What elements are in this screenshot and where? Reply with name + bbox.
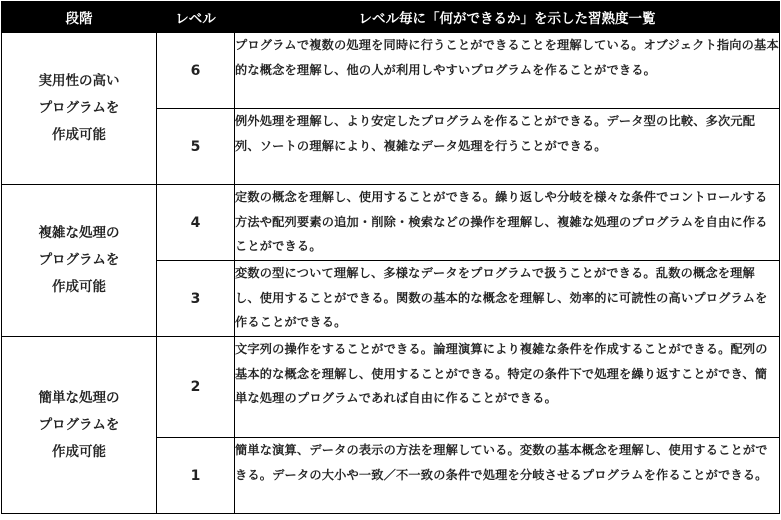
level-number: 1 (157, 438, 235, 514)
stage-cell (2, 33, 157, 185)
level-number: 3 (157, 261, 235, 337)
level-description: 例外処理を理解し、より安定したプログラムを作ることができる。データ型の比較、多次元配列、ソートの理解により、複雑なデータ処理を行うことができる。 (235, 109, 780, 185)
level-description: プログラムで複数の処理を同時に行うことができることを理解している。オブジェクト指向の基本的な概念を理解し、他の人が利用しやすいプログラムを作ることができる。 (235, 33, 780, 109)
stage-label-line: 作成可能 (52, 127, 106, 143)
level-number: 5 (157, 109, 235, 185)
stage-label-line: 実用性の高い (38, 73, 120, 89)
table-header-row (2, 2, 780, 33)
stage-label-line: 作成可能 (52, 443, 106, 460)
level-number: 2 (157, 337, 235, 438)
stage-label-line: 複雑な処理の (38, 225, 120, 241)
level-description: 定数の概念を理解し、使用することができる。繰り返しや分岐を様々な条件でコントロールする方法や配列要素の追加・削除・検索などの操作を理解し、複雑な処理のプログラムを自由に作ることができる。 (235, 185, 780, 261)
stage-label-line: 作成可能 (52, 279, 106, 295)
table-row (2, 185, 780, 261)
level-number: 6 (157, 33, 235, 109)
column-header-description: レベル毎に「何ができるか」を示した習熟度一覧 (235, 2, 780, 33)
level-description: 文字列の操作をすることができる。論理演算により複雑な条件を作成することができる。配列の基本的な概念を理解し、使用することができる。特定の条件下で処理を繰り返すことができ、簡単な処理のプログラムであれば自由に作ることができる。 (235, 337, 780, 438)
stage-label-line: プログラムを (38, 252, 120, 268)
stage-label-line: 簡単な処理の (38, 389, 120, 406)
proficiency-table (1, 1, 780, 514)
table-row (2, 337, 780, 438)
level-description: 簡単な演算、データの表示の方法を理解している。変数の基本概念を理解し、使用することができる。データの大小や一致／不一致の条件で処理を分岐させるプログラムを作ることができる。 (235, 438, 780, 514)
stage-label-line: プログラムを (38, 100, 120, 116)
stage-cell (2, 337, 157, 514)
table-row (2, 33, 780, 109)
stage-cell (2, 185, 157, 337)
column-header-stage: 段階 (2, 2, 157, 33)
level-number: 4 (157, 185, 235, 261)
column-header-level: レベル (157, 2, 235, 33)
stage-label-line: プログラムを (38, 416, 120, 433)
level-description: 変数の型について理解し、多様なデータをプログラムで扱うことができる。乱数の概念を理解し、使用することができる。関数の基本的な概念を理解し、効率的に可読性の高いプログラムを作ることができる。 (235, 261, 780, 337)
